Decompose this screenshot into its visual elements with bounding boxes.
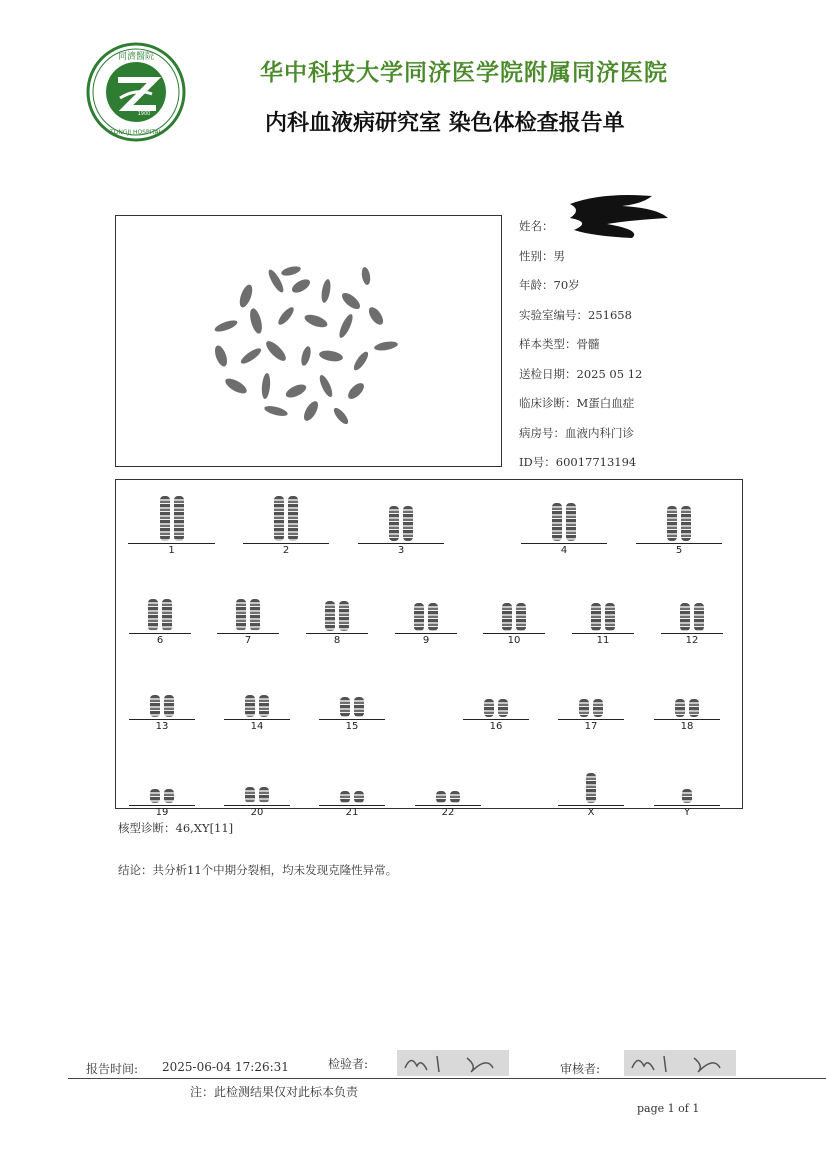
chromosome-20 <box>245 787 255 803</box>
clinical-diagnosis: 临床诊断：M蛋白血症 <box>519 396 635 410</box>
chromosome-baseline <box>224 719 290 720</box>
chromosome-baseline <box>129 633 191 634</box>
chromosome-21 <box>354 791 364 803</box>
chromosome-label: 18 <box>680 721 694 732</box>
tester-label: 检验者: <box>328 1057 369 1071</box>
chromosome-2 <box>274 496 284 541</box>
chromosome-17 <box>593 699 603 717</box>
report-time: 2025-06-04 17:26:31 <box>162 1060 289 1074</box>
sample-type: 样本类型：骨髓 <box>519 337 600 351</box>
chromosome-1 <box>174 496 184 541</box>
signature-icon <box>624 1050 736 1076</box>
chromosome-16 <box>498 699 508 717</box>
logo-year: 1900 <box>137 111 151 117</box>
footer-note: 注：此检测结果仅对此标本负责 <box>190 1085 359 1099</box>
chromosome-baseline <box>654 719 720 720</box>
chromosome-baseline <box>306 633 368 634</box>
chromosome-5 <box>667 506 677 541</box>
name-redaction <box>562 190 672 242</box>
chromosome-19 <box>164 789 174 803</box>
chromosome-label: 17 <box>584 721 598 732</box>
chromosome-9 <box>414 603 424 631</box>
chromosome-baseline <box>661 633 723 634</box>
report-title: 内科血液病研究室 染色体检查报告单 <box>265 111 625 136</box>
logo-text-top: 同濟醫院 <box>117 52 155 62</box>
chromosome-15 <box>354 697 364 717</box>
chromosome-label: 13 <box>155 721 169 732</box>
chromosome-baseline <box>358 543 444 544</box>
chromosome-22 <box>450 791 460 803</box>
patient-info <box>519 212 642 478</box>
chromosome-15 <box>340 697 350 717</box>
chromosome-12 <box>680 603 690 631</box>
chromosome-Y <box>682 789 692 803</box>
chromosome-label: X <box>587 807 595 818</box>
chromosome-label: 11 <box>596 635 610 646</box>
chromosome-baseline <box>654 805 720 806</box>
chromosome-baseline <box>463 719 529 720</box>
chromosome-label: 12 <box>685 635 699 646</box>
chromosome-label: 15 <box>345 721 359 732</box>
chromosome-baseline <box>128 543 215 544</box>
chromosome-baseline <box>129 719 195 720</box>
chromosome-label: 9 <box>422 635 430 646</box>
chromosome-1 <box>160 496 170 541</box>
chromosome-baseline <box>558 805 624 806</box>
chromosome-14 <box>259 695 269 717</box>
chromosome-16 <box>484 699 494 717</box>
chromosome-5 <box>681 506 691 541</box>
chromosome-label: 1 <box>168 545 175 556</box>
ward-number: 病房号：血液内科门诊 <box>519 425 634 440</box>
chromosome-label: 16 <box>489 721 503 732</box>
tester-signature <box>397 1050 509 1076</box>
chromosome-19 <box>150 789 160 803</box>
chromosome-label: 14 <box>250 721 264 732</box>
chromosome-11 <box>591 603 601 631</box>
chromosome-10 <box>502 603 512 631</box>
conclusion: 结论：共分析11个中期分裂相，均未发现克隆性异常。 <box>118 863 398 877</box>
metaphase-spread <box>116 216 501 466</box>
chromosome-18 <box>675 699 685 717</box>
lab-number: 实验室编号：251658 <box>519 307 632 322</box>
chromosome-8 <box>339 601 349 631</box>
chromosome-baseline <box>243 543 329 544</box>
chromosome-baseline <box>415 805 481 806</box>
chromosome-baseline <box>217 633 279 634</box>
chromosome-baseline <box>129 805 195 806</box>
chromosome-13 <box>164 695 174 717</box>
chromosome-baseline <box>558 719 624 720</box>
chromosome-baseline <box>572 633 634 634</box>
chromosome-label: 6 <box>156 635 164 646</box>
chromosome-2 <box>288 496 298 541</box>
chromosome-3 <box>403 506 413 541</box>
chromosome-18 <box>689 699 699 717</box>
hospital-name: 华中科技大学同济医学院附属同济医院 <box>260 60 668 86</box>
chromosome-10 <box>516 603 526 631</box>
chromosome-20 <box>259 787 269 803</box>
chromosome-label: 3 <box>397 545 405 556</box>
report-time-label: 报告时间: <box>86 1062 139 1076</box>
footer-divider <box>68 1078 826 1079</box>
page-number: page 1 of 1 <box>637 1102 700 1115</box>
chromosome-6 <box>162 599 172 631</box>
reviewer-signature <box>624 1050 736 1076</box>
chromosome-6 <box>148 599 158 631</box>
hospital-logo <box>86 42 186 142</box>
chromosome-baseline <box>319 719 385 720</box>
chromosome-label: 19 <box>155 807 169 818</box>
patient-name-label: 姓名： <box>519 219 554 233</box>
chromosome-baseline <box>483 633 545 634</box>
karyotype-diagnosis: 核型诊断：46,XY[11] <box>118 821 234 835</box>
chromosome-label: 21 <box>345 807 359 818</box>
chromosome-21 <box>340 791 350 803</box>
chromosome-baseline <box>319 805 385 806</box>
chromosome-label: 4 <box>560 545 568 556</box>
chromosome-22 <box>436 791 446 803</box>
chromosome-label: 8 <box>333 635 341 646</box>
chromosome-9 <box>428 603 438 631</box>
logo-text-bottom: TONGJI HOSPITAL <box>109 129 163 136</box>
patient-sex: 性别：男 <box>519 248 565 263</box>
chromosome-baseline <box>224 805 290 806</box>
chromosome-label: 22 <box>441 807 455 818</box>
chromosome-label: Y <box>683 807 691 818</box>
chromosome-3 <box>389 506 399 541</box>
chromosome-14 <box>245 695 255 717</box>
chromosome-11 <box>605 603 615 631</box>
patient-age: 年龄：70岁 <box>519 278 580 292</box>
submit-date: 送检日期：2025 05 12 <box>519 366 643 381</box>
chromosome-baseline <box>521 543 607 544</box>
chromosome-baseline <box>636 543 722 544</box>
chromosome-4 <box>552 503 562 541</box>
chromosome-17 <box>579 699 589 717</box>
chromosome-baseline <box>395 633 457 634</box>
chromosome-7 <box>250 599 260 631</box>
chromosome-13 <box>150 695 160 717</box>
chromosome-label: 20 <box>250 807 264 818</box>
chromosome-label: 5 <box>675 545 683 556</box>
chromosome-8 <box>325 601 335 631</box>
chromosome-label: 10 <box>507 635 521 646</box>
chromosome-label: 2 <box>282 545 290 556</box>
karyotype-panel <box>115 479 743 818</box>
chromosome-4 <box>566 503 576 541</box>
chromosome-7 <box>236 599 246 631</box>
metaphase-image <box>115 215 502 467</box>
chromosome-12 <box>694 603 704 631</box>
signature-icon <box>397 1050 509 1076</box>
reviewer-label: 审核者: <box>560 1062 601 1076</box>
patient-id: ID号：60017713194 <box>519 455 637 469</box>
chromosome-X <box>586 773 596 803</box>
chromosome-label: 7 <box>244 635 252 646</box>
